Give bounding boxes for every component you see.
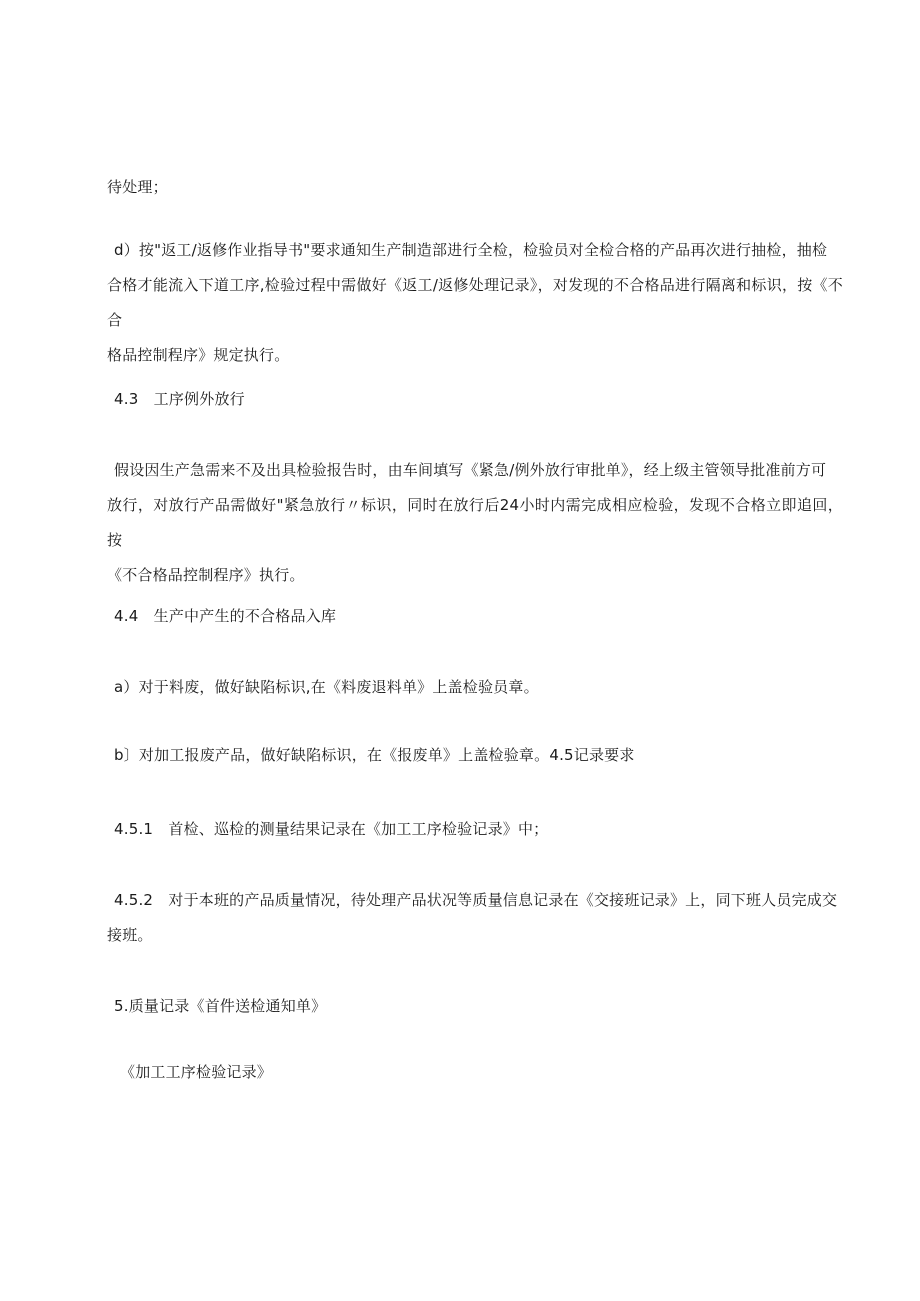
section-4-3-heading: 4.3 工序例外放行 <box>114 390 245 408</box>
item-d-line-1: d）按"返工/返修作业指导书"要求通知生产制造部进行全检，检验员对全检合格的产品再次进行抽检，抽检 <box>114 241 828 259</box>
item-d-paragraph <box>107 233 843 373</box>
continuation-text: 待处理； <box>107 178 168 196</box>
section-4-5-item-2 <box>107 883 843 953</box>
section-4-3-line-2: 放行，对放行产品需做好"紧急放行〃标识，同时在放行后24小时内需完成相应检验，发现不合格立即追回，按 <box>107 496 843 549</box>
section-4-4-heading: 4.4 生产中产生的不合格品入库 <box>114 607 337 625</box>
section-5-record-2: 《加工工序检验记录》 <box>120 1063 273 1081</box>
section-4-5-item-2-line-1: 4.5.2 对于本班的产品质量情况，待处理产品状况等质量信息记录在《交接班记录》上，同下班人员完成交 <box>114 891 838 909</box>
section-4-4-item-a: a）对于料废，做好缺陷标识,在《料废退料单》上盖检验员章。 <box>114 678 539 696</box>
section-5-heading: 5.质量记录《首件送检通知单》 <box>114 997 327 1015</box>
section-4-5-item-2-line-2: 接班。 <box>107 926 153 944</box>
item-d-line-2: 合格才能流入下道工序,检验过程中需做好《返工/返修处理记录》，对发现的不合格品进行隔离和标识，按《不合 <box>107 276 843 329</box>
section-4-3-line-1: 假设因生产急需来不及出具检验报告时，由车间填写《紧急/例外放行审批单》，经上级主管领导批准前方可 <box>114 461 827 479</box>
item-d-line-3: 格品控制程序》规定执行。 <box>107 346 290 364</box>
section-4-4-item-b: b〕对加工报废产品，做好缺陷标识，在《报废单》上盖检验章。4.5记录要求 <box>114 746 635 764</box>
section-4-3-line-3: 《不合格品控制程序》执行。 <box>107 566 305 584</box>
section-4-3-paragraph <box>107 453 843 593</box>
section-4-5-item-1: 4.5.1 首检、巡检的测量结果记录在《加工工序检验记录》中； <box>114 820 549 838</box>
